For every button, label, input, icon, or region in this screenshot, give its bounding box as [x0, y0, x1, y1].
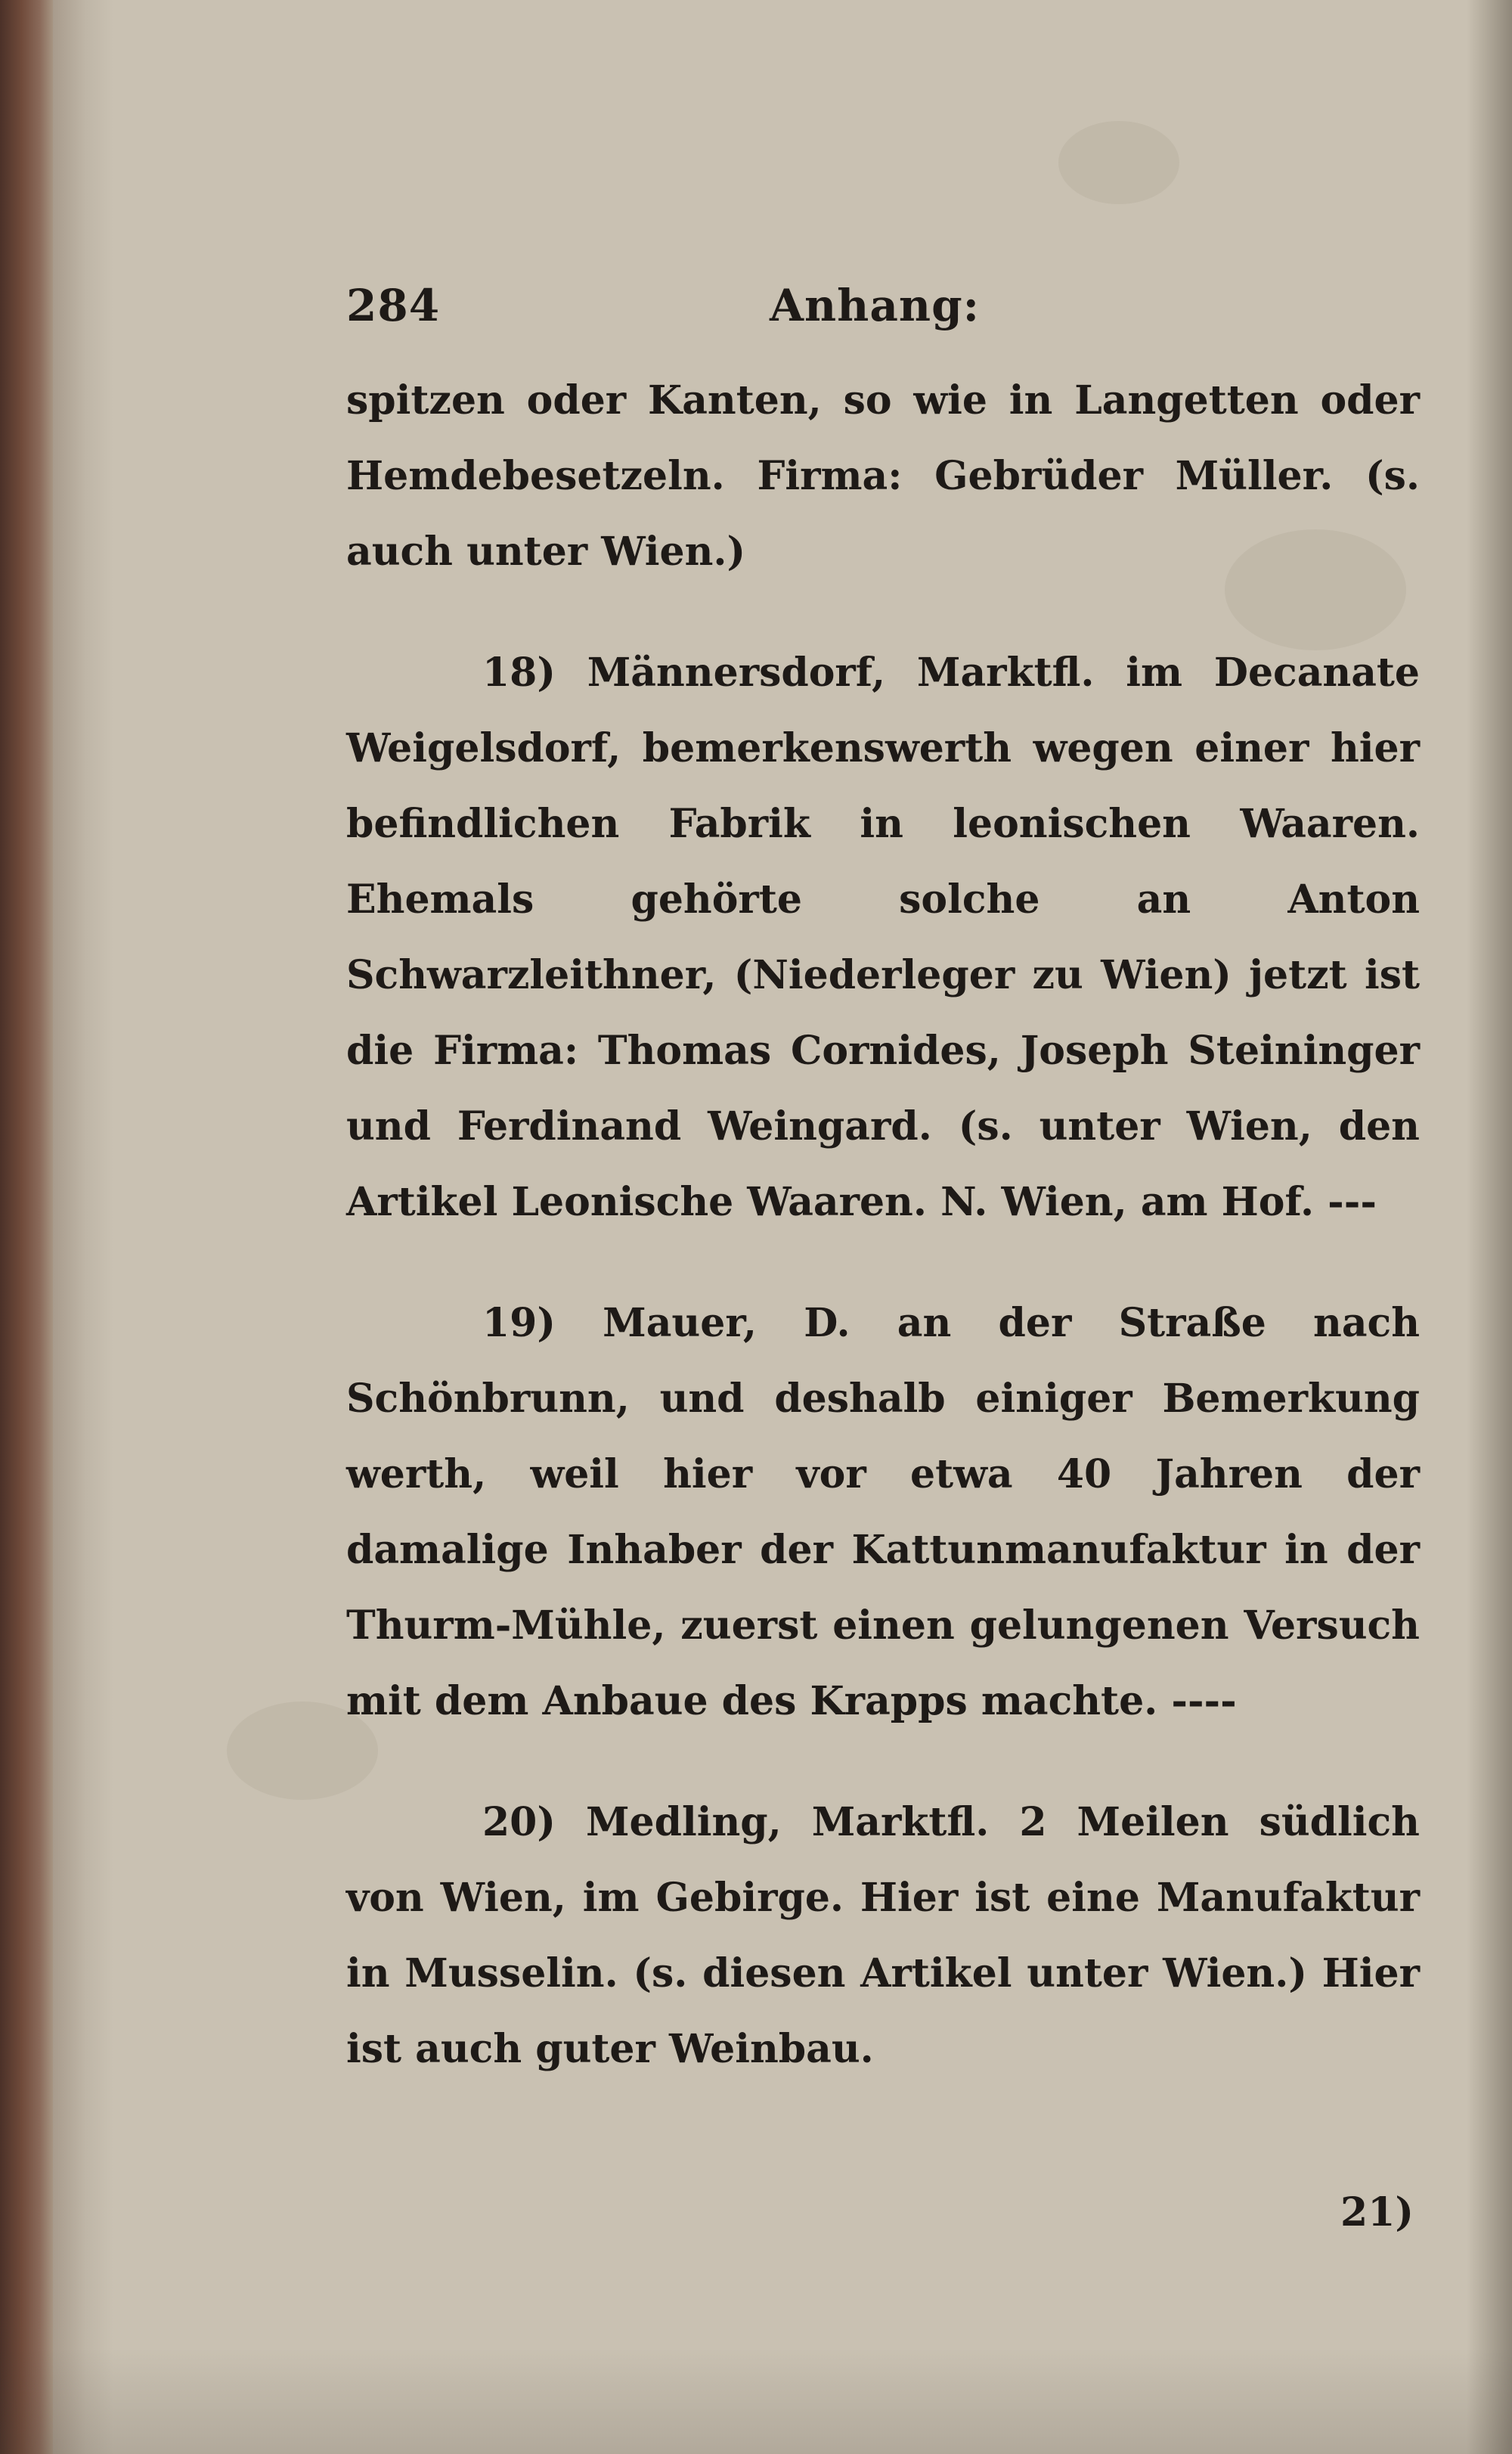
page-edge-shadow	[1467, 0, 1512, 2454]
running-title: Anhang:	[770, 280, 981, 331]
page-number: 284	[346, 280, 441, 331]
paragraph-entry-19: 19) Mauer, D. an der Straße nach Schönbrunn, und deshalb einiger Bemerkung werth, weil hier vor etwa 40 Jahren der damalige Inhaber der Kattunmanufaktur in der Thurm-Mühle, zuerst einen gelungenen Versuch mit dem Anbaue des Krapps machte. ----	[346, 1300, 1420, 1724]
page-gutter-shadow	[53, 0, 113, 2454]
paper-stain	[1058, 121, 1179, 204]
running-head	[346, 280, 1420, 363]
catchword: 21)	[1340, 2189, 1414, 2235]
paragraph-entry-20: 20) Medling, Marktfl. 2 Meilen südlich von Wien, im Gebirge. Hier ist eine Manufaktur in Musselin. (s. diesen Artikel unter Wien.) Hier ist auch guter Weinbau.	[346, 1799, 1420, 2072]
page-text-block	[346, 280, 1420, 2087]
paragraph-continuation: spitzen oder Kanten, so wie in Langetten oder Hemdebesetzeln. Firma: Gebrüder Müller. (s. auch unter Wien.)	[346, 377, 1420, 575]
paragraph-entry-18: 18) Männersdorf, Marktfl. im Decanate Weigelsdorf, bemerkenswerth wegen einer hier befindlichen Fabrik in leonischen Waaren. Ehemals gehörte solche an Anton Schwarzleithner, (Niederleger zu Wien) jetzt ist die Firma: Thomas Cornides, Joseph Steininger und Ferdinand Weingard. (s. unter Wien, den Artikel Leonische Waaren. N. Wien, am Hof. ---	[346, 650, 1420, 1225]
book-spine	[0, 0, 53, 2454]
bottom-shadow	[0, 2348, 1512, 2454]
